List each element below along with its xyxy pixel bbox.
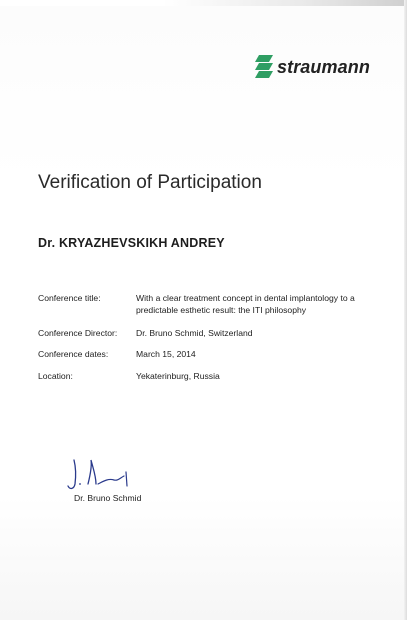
detail-value: With a clear treatment concept in dental implantology to a predictable esthetic result: the ITI philosophy	[136, 293, 355, 315]
participant-name: Dr. KRYAZHEVSKIKH ANDREY	[38, 236, 225, 250]
brand-name: straumann	[277, 56, 370, 77]
straumann-logo	[255, 52, 370, 82]
detail-value: March 15, 2014	[136, 349, 196, 359]
detail-label: Location:	[38, 371, 73, 381]
detail-label: Conference dates:	[38, 349, 109, 359]
detail-label: Conference Director:	[38, 328, 118, 338]
certificate-title: Verification of Participation	[38, 172, 262, 193]
signer-name: Dr. Bruno Schmid	[74, 493, 142, 503]
handwritten-signature	[66, 454, 156, 494]
detail-value: Yekaterinburg, Russia	[136, 371, 220, 381]
detail-value: Dr. Bruno Schmid, Switzerland	[136, 328, 253, 338]
straumann-s-mark-icon	[255, 53, 275, 81]
detail-label: Conference title:	[38, 293, 101, 303]
page-edge-top	[0, 0, 407, 6]
